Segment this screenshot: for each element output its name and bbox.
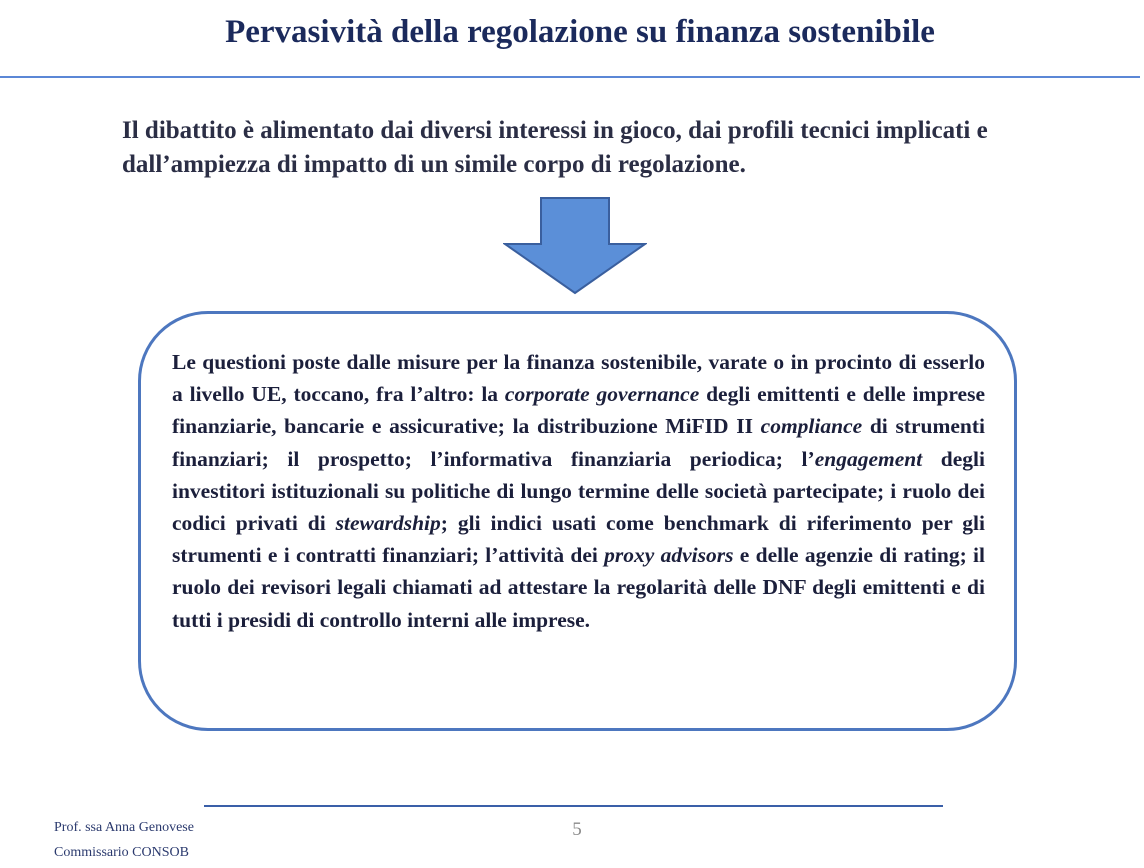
- box-text: Le questioni poste dalle misure per la finanza sostenibile, varate o in procinto di esserlo a livello UE, toccano, fra l’altro: la corporate governance degli emittenti e delle imprese finanziarie, bancarie e assicurative; la distribuzione MiFID II compliance di strumenti finanziari; il prospetto; l’informativa finanziaria periodica; l’engagement degli investitori istituzionali su politiche di lungo termine delle società partecipate; i ruolo dei codici privati di stewardship; gli indici usati come benchmark di riferimento per gli strumenti e i contratti finanziari; l’attività dei proxy advisors e delle agenzie di rating; il ruolo dei revisori legali chiamati ad attestare la regolarità delle DNF degli emittenti e di tutti i presidi di controllo interni alle imprese.: [172, 350, 986, 632]
- footer-author: Prof. ssa Anna Genovese: [54, 820, 194, 835]
- emphasis-corporate-governance: corporate governance: [504, 382, 700, 407]
- title-divider: [0, 76, 1140, 78]
- footer-role: Commissario CONSOB: [54, 845, 189, 860]
- emphasis-engagement: engagement: [814, 446, 923, 471]
- footer-divider: [204, 805, 943, 807]
- emphasis-stewardship: stewardship: [335, 511, 441, 536]
- emphasis-proxy-advisors: proxy advisors: [604, 543, 734, 568]
- slide-title: Pervasività della regolazione su finanza sostenibile: [225, 14, 935, 50]
- emphasis-compliance: compliance: [760, 414, 863, 439]
- page-number: 5: [572, 819, 582, 840]
- down-arrow-icon: [503, 196, 647, 296]
- intro-text: Il dibattito è alimentato dai diversi interessi in gioco, dai profili tecnici implicati e dall’ampiezza di impatto di un simile corpo di regolazione.: [122, 117, 988, 178]
